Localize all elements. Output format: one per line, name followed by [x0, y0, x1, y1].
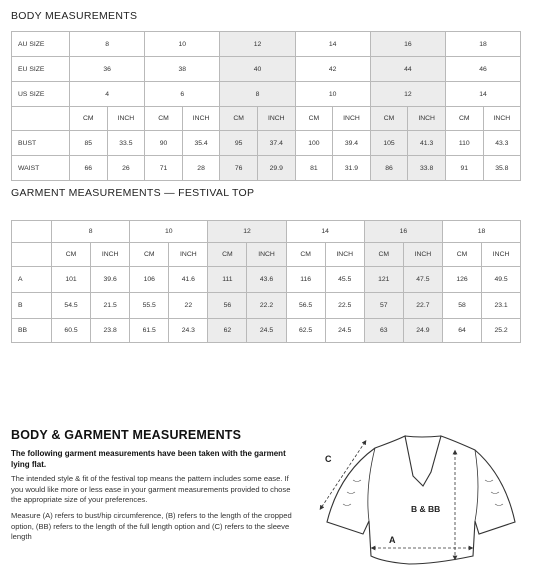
size-cell: 36 [70, 57, 145, 82]
size-cell: 42 [295, 57, 370, 82]
size-cell: 16 [364, 221, 442, 243]
size-cell: 8 [52, 221, 130, 243]
value-cell: 43.3 [483, 131, 521, 156]
eu-size-row [12, 57, 521, 82]
unit-inch: INCH [182, 107, 220, 131]
unit-cm: CM [286, 243, 325, 267]
unit-cm: CM [364, 243, 403, 267]
value-cell: 64 [442, 319, 481, 343]
intro-paragraph-ease: The intended style & fit of the festival top means the pattern includes some ease. If you would like more or less ease in your garment measurements provided to chose the appropriate size of your preferences. [11, 474, 291, 504]
value-cell: 90 [145, 131, 183, 156]
size-cell: 44 [370, 57, 445, 82]
size-cell: 8 [70, 32, 145, 57]
label-c: C [325, 454, 332, 464]
value-cell: 62.5 [286, 319, 325, 343]
unit-cm: CM [442, 243, 481, 267]
size-cell: 12 [370, 82, 445, 107]
value-cell: 23.8 [91, 319, 130, 343]
measure-b-row [12, 293, 521, 319]
value-cell: 23.1 [482, 293, 521, 319]
value-cell: 54.5 [52, 293, 91, 319]
bust-label: BUST [12, 131, 70, 156]
empty-cell [12, 243, 52, 267]
value-cell: 22.5 [325, 293, 364, 319]
value-cell: 24.5 [325, 319, 364, 343]
intro-paragraph-measures: Measure (A) refers to bust/hip circumference, (B) refers to the length of the cropped option, (BB) refers to the length of the full length option and (C) refers to the sleeve length [11, 511, 292, 541]
unit-inch: INCH [483, 107, 521, 131]
size-cell: 16 [370, 32, 445, 57]
value-cell: 26 [107, 156, 145, 181]
value-cell: 35.8 [483, 156, 521, 181]
value-cell: 57 [364, 293, 403, 319]
au-size-label: AU SIZE [12, 32, 70, 57]
us-size-row [12, 82, 521, 107]
unit-inch: INCH [247, 243, 286, 267]
value-cell: 105 [370, 131, 408, 156]
value-cell: 100 [295, 131, 333, 156]
value-cell: 63 [364, 319, 403, 343]
top-outline [327, 436, 515, 564]
value-cell: 24.3 [169, 319, 208, 343]
size-cell: 46 [445, 57, 520, 82]
size-cell: 12 [208, 221, 286, 243]
value-cell: 60.5 [52, 319, 91, 343]
value-cell: 25.2 [482, 319, 521, 343]
value-cell: 56 [208, 293, 247, 319]
waist-row [12, 156, 521, 181]
size-cell: 8 [220, 82, 295, 107]
value-cell: 58 [442, 293, 481, 319]
size-cell: 10 [295, 82, 370, 107]
value-cell: 126 [442, 267, 481, 293]
value-cell: 43.6 [247, 267, 286, 293]
value-cell: 29.9 [257, 156, 295, 181]
us-size-label: US SIZE [12, 82, 70, 107]
eu-size-label: EU SIZE [12, 57, 70, 82]
value-cell: 22.7 [403, 293, 442, 319]
value-cell: 110 [445, 131, 483, 156]
value-cell: 41.3 [408, 131, 446, 156]
measure-bb-row [12, 319, 521, 343]
size-cell: 6 [145, 82, 220, 107]
value-cell: 35.4 [182, 131, 220, 156]
value-cell: 71 [145, 156, 183, 181]
intro-bold-text: The following garment measurements have been taken with the garment lying flat. [11, 449, 286, 469]
value-cell: 33.5 [107, 131, 145, 156]
unit-cm: CM [220, 107, 258, 131]
bust-row [12, 131, 521, 156]
value-cell: 39.6 [91, 267, 130, 293]
festival-top-diagram [305, 428, 530, 578]
value-cell: 49.5 [482, 267, 521, 293]
size-cell: 12 [220, 32, 295, 57]
unit-inch: INCH [91, 243, 130, 267]
empty-cell [12, 221, 52, 243]
value-cell: 56.5 [286, 293, 325, 319]
size-cell: 10 [145, 32, 220, 57]
value-cell: 66 [70, 156, 108, 181]
size-cell: 18 [442, 221, 520, 243]
measure-bb-label: BB [12, 319, 52, 343]
value-cell: 76 [220, 156, 258, 181]
value-cell: 101 [52, 267, 91, 293]
au-size-row [12, 32, 521, 57]
body-measurements-table [11, 31, 521, 181]
value-cell: 106 [130, 267, 169, 293]
unit-inch: INCH [482, 243, 521, 267]
measure-b-label: B [12, 293, 52, 319]
value-cell: 31.9 [333, 156, 371, 181]
value-cell: 121 [364, 267, 403, 293]
body-measurements-title: BODY MEASUREMENTS [11, 10, 138, 22]
value-cell: 24.9 [403, 319, 442, 343]
size-cell: 14 [286, 221, 364, 243]
label-a: A [389, 535, 396, 545]
value-cell: 28 [182, 156, 220, 181]
value-cell: 95 [220, 131, 258, 156]
unit-cm: CM [52, 243, 91, 267]
neckline-curve [405, 436, 441, 437]
unit-cm: CM [370, 107, 408, 131]
size-cell: 4 [70, 82, 145, 107]
waist-label: WAIST [12, 156, 70, 181]
size-cell: 14 [295, 32, 370, 57]
value-cell: 111 [208, 267, 247, 293]
measure-a-row [12, 267, 521, 293]
unit-cm: CM [70, 107, 108, 131]
size-cell: 38 [145, 57, 220, 82]
unit-inch: INCH [408, 107, 446, 131]
empty-cell [12, 107, 70, 131]
size-cell: 10 [130, 221, 208, 243]
size-cell: 18 [445, 32, 520, 57]
value-cell: 39.4 [333, 131, 371, 156]
garment-measurements-title: GARMENT MEASUREMENTS — FESTIVAL TOP [11, 187, 255, 199]
size-cell: 40 [220, 57, 295, 82]
value-cell: 62 [208, 319, 247, 343]
unit-inch: INCH [107, 107, 145, 131]
value-cell: 24.5 [247, 319, 286, 343]
unit-cm: CM [145, 107, 183, 131]
value-cell: 37.4 [257, 131, 295, 156]
label-b-bb: B & BB [411, 504, 441, 514]
value-cell: 47.5 [403, 267, 442, 293]
unit-inch: INCH [325, 243, 364, 267]
unit-inch: INCH [257, 107, 295, 131]
value-cell: 55.5 [130, 293, 169, 319]
value-cell: 22 [169, 293, 208, 319]
unit-inch: INCH [169, 243, 208, 267]
size-cell: 14 [445, 82, 520, 107]
unit-inch: INCH [403, 243, 442, 267]
unit-inch: INCH [333, 107, 371, 131]
value-cell: 61.5 [130, 319, 169, 343]
value-cell: 41.6 [169, 267, 208, 293]
body-units-row [12, 107, 521, 131]
value-cell: 86 [370, 156, 408, 181]
value-cell: 91 [445, 156, 483, 181]
unit-cm: CM [445, 107, 483, 131]
intro-title: BODY & GARMENT MEASUREMENTS [11, 428, 242, 442]
value-cell: 116 [286, 267, 325, 293]
garment-units-row [12, 243, 521, 267]
value-cell: 81 [295, 156, 333, 181]
value-cell: 85 [70, 131, 108, 156]
unit-cm: CM [295, 107, 333, 131]
value-cell: 33.8 [408, 156, 446, 181]
unit-cm: CM [208, 243, 247, 267]
garment-measurements-table [11, 220, 521, 343]
value-cell: 21.5 [91, 293, 130, 319]
value-cell: 45.5 [325, 267, 364, 293]
value-cell: 22.2 [247, 293, 286, 319]
garment-size-row [12, 221, 521, 243]
unit-cm: CM [130, 243, 169, 267]
measure-a-label: A [12, 267, 52, 293]
